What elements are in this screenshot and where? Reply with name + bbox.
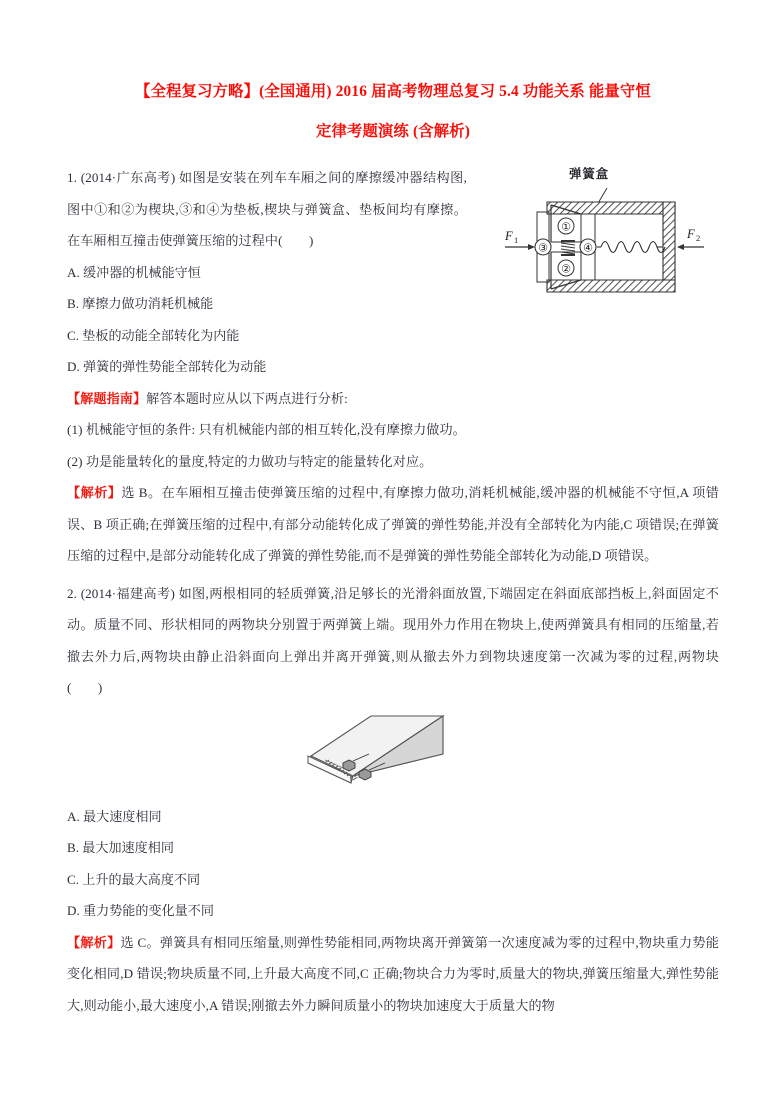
question-1-guide — [67, 383, 719, 415]
page-title-line-2: 定律考题演练 (含解析) — [315, 123, 471, 140]
page-content — [67, 72, 719, 1021]
page-title-line-1: 【全程复习方略】(全国通用) 2016 届高考物理总复习 5.4 功能关系 能量守恒 — [135, 83, 651, 100]
figure-inclined-plane — [67, 710, 719, 797]
analysis-tag-1: 【解析】 — [67, 485, 122, 500]
question-1-option-a[interactable]: A. 缓冲器的机械能守恒 — [67, 264, 201, 280]
figure-inclined-plane-svg — [293, 710, 493, 792]
analysis-body-1: 选 B。在车厢相互撞击使弹簧压缩的过程中,有摩擦力做功,消耗机械能,缓冲器的机械能不守恒,A 项错误、B 项正确;在弹簧压缩的过程中,有部分动能转化成了弹簧的弹性势能,并没有全部转化为内能,C 项错误;在弹簧压缩的过程中,是部分动能转化成了弹簧的弹性势能,而不是弹簧的弹性势能全部转化为动能,D 项错误。 — [67, 485, 719, 563]
question-1-option-c[interactable]: C. 垫板的动能全部转化为内能 — [67, 327, 240, 343]
question-1-option-b[interactable]: B. 摩擦力做功消耗机械能 — [67, 296, 214, 311]
figure-spring-box-svg — [489, 164, 719, 316]
guide-tag: 【解题指南】 — [67, 390, 147, 406]
question-1-option-d[interactable]: D. 弹簧的弹性势能全部转化为动能 — [67, 359, 267, 374]
force-f2-arrow — [677, 227, 704, 250]
part-label-3: ③ — [538, 242, 548, 255]
question-2-option-a[interactable]: A. 最大速度相同 — [67, 808, 162, 824]
question-1-stem: 1. (2014·广东高考) 如图是安装在列车车厢之间的摩擦缓冲器结构图,图中①和②为楔块,③和④为垫板,楔块与弹簧盒、垫板间均有摩擦。在车厢相互撞击使弹簧压缩的过程中( ) — [67, 170, 467, 248]
analysis-body-2: 选 C。弹簧具有相同压缩量,则弹性势能相同,两物块离开弹簧第一次速度减为零的过程中,物块重力势能变化相同,D 错误;物块质量不同,上升最大高度不同,C 正确;物块合力为零时,质量大的物块,弹簧压缩量大,弹性势能大,则动能小,最大速度小,A 错误;刚撤去外力瞬间质量小的物块加速度大于质量大的物 — [67, 934, 719, 1013]
page-title — [67, 72, 719, 152]
force-f2-subscript: 2 — [696, 233, 701, 243]
guide-intro: 解答本题时应从以下两点进行分析: — [146, 390, 348, 406]
part-label-1: ① — [561, 221, 571, 234]
question-2-block — [67, 578, 719, 1022]
question-2-option-d[interactable]: D. 重力势能的变化量不同 — [67, 903, 214, 918]
part-label-2: ② — [561, 263, 571, 276]
part-label-4: ④ — [583, 242, 593, 255]
question-2-stem: 2. (2014·福建高考) 如图,两根相同的轻质弹簧,沿足够长的光滑斜面放置,下端固定在斜面底部挡板上,斜面固定不动。质量不同、形状相同的两物块分别置于两弹簧上端。现用外力作用在物块上,使两弹簧具有相同的压缩量,若撤去外力后,两物块由静止沿斜面向上弹出并离开弹簧,则从撤去外力到物块速度第一次减为零的过程,两物块( ) — [67, 585, 719, 695]
force-f1-subscript: 1 — [514, 235, 519, 245]
question-1-guide-item-2: (2) 功是能量转化的量度,特定的力做功与特定的能量转化对应。 — [67, 453, 433, 469]
analysis-tag-2: 【解析】 — [67, 934, 121, 950]
main-spring — [597, 242, 665, 253]
question-1-guide-item-1: (1) 机械能守恒的条件: 只有机械能内部的相互转化,没有摩擦力做功。 — [67, 422, 466, 437]
question-2-option-b[interactable]: B. 最大加速度相同 — [67, 840, 174, 855]
figure-spring-box-caption: 弹簧盒 — [569, 167, 610, 181]
force-f2-label: F — [687, 227, 695, 241]
question-2-option-c[interactable]: C. 上升的最大高度不同 — [67, 871, 201, 887]
figure-spring-box — [489, 164, 719, 316]
question-1-block — [67, 162, 719, 572]
question-2-analysis — [67, 927, 719, 1022]
question-1-analysis — [67, 477, 719, 572]
force-f1-label: F — [505, 229, 513, 243]
force-f1-arrow — [504, 229, 535, 250]
